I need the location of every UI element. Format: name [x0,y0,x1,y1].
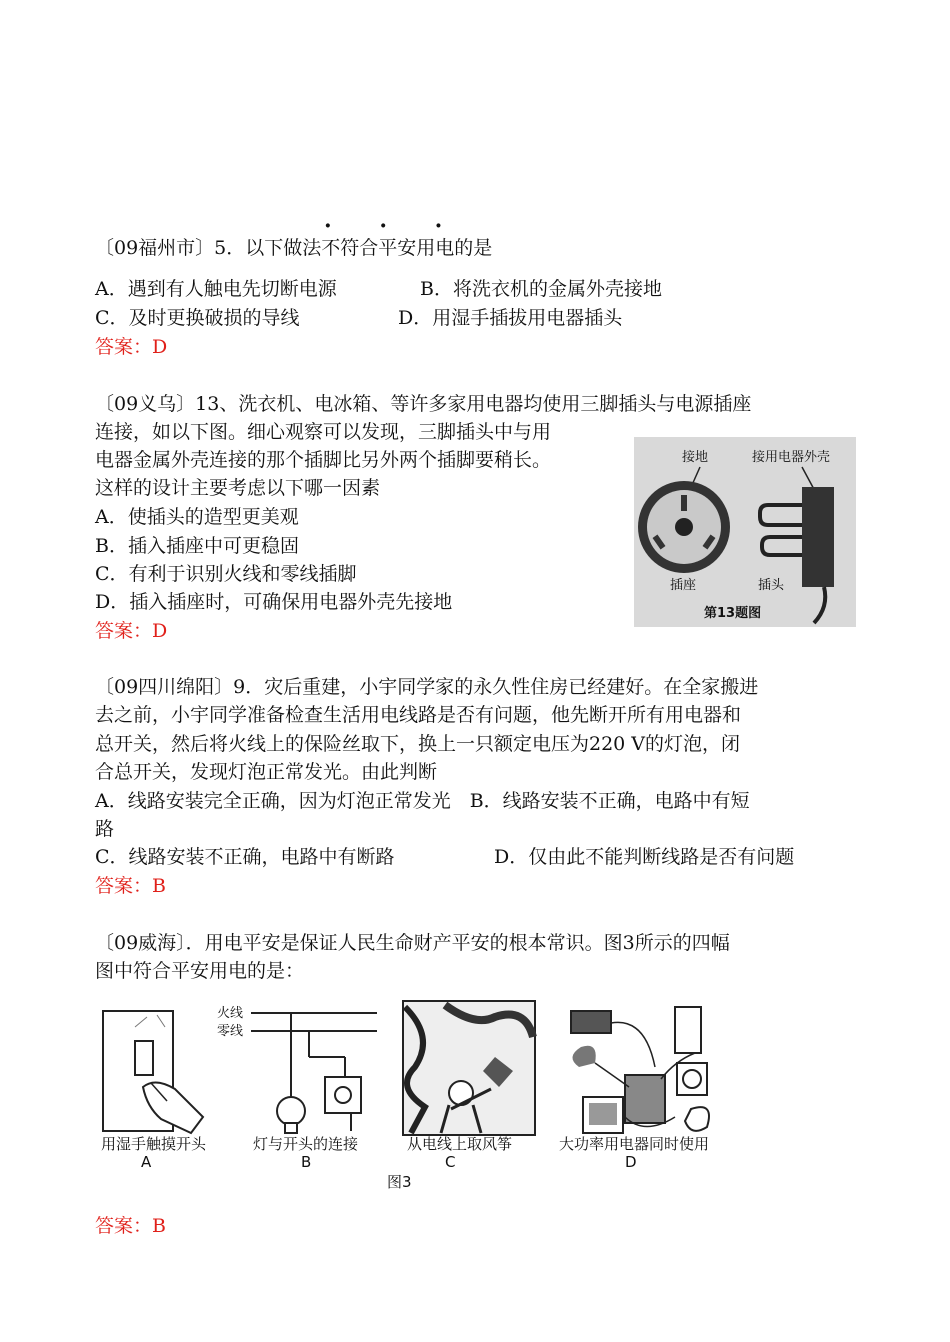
letter-d: D [625,1153,637,1171]
caption-a: 用湿手触摸开头 [101,1135,207,1153]
safety-figure-3 [95,997,755,1193]
letter-a: A [141,1153,152,1171]
letter-c: C [445,1153,456,1171]
q3-stem-line2: 去之前，小宇同学准备检查生活用电线路是否有问题，他先断开所有用电器和 [95,704,742,726]
q2-option-a: A．使插头的造型更美观 [95,506,299,528]
q2-option-b: B．插入插座中可更稳固 [95,535,299,557]
q3-option-c: C．线路安装不正确，电路中有断路 [95,846,395,868]
lamp-switch-wiring-icon [217,1005,377,1133]
q3-option-ab-line1: A．线路安装完全正确，因为灯泡正常发光 B．线路安装不正确，电路中有短 [95,790,750,812]
q2-option-c: C．有利于识别火线和零线插脚 [95,563,357,585]
q1-stem: 〔09福州市〕5．以下做法不符合平安用电的是 [95,237,493,259]
kite-tree-icon [403,1001,535,1135]
caption-d: 大功率用电器同时使用 [559,1135,710,1153]
q1-option-c: C．及时更换破损的导线 [95,307,300,329]
q3-stem-line3: 总开关，然后将火线上的保险丝取下，换上一只额定电压为220 V的灯泡，闭 [95,733,741,755]
label-ground: 接地 [682,450,709,465]
q1-option-b: B．将洗衣机的金属外壳接地 [420,278,662,300]
q2-stem-line1: 〔09义乌〕13、洗衣机、电冰箱、等许多家用电器均使用三脚插头与电源插座 [95,393,752,415]
wet-hand-switch-icon [103,1011,203,1133]
q4-stem-line1: 〔09威海〕．用电平安是保证人民生命财产平安的根本常识。图3所示的四幅 [95,932,730,954]
figure-3-caption: 图3 [387,1173,412,1191]
q2-stem-line3: 电器金属外壳连接的那个插脚比另外两个插脚要稍长。 [95,449,552,471]
plug-socket-figure [634,437,856,627]
q3-option-ab-line2: 路 [95,818,115,840]
q3-option-d: D．仅由此不能判断线路是否有问题 [494,846,795,868]
label-live-wire: 火线 [217,1006,244,1021]
label-socket: 插座 [670,578,697,593]
q2-answer: 答案：D [95,620,168,642]
q4-stem-line2: 图中符合平安用电的是： [95,960,305,982]
label-neutral-wire: 零线 [217,1024,244,1039]
q1-option-d: D．用湿手插拔用电器插头 [398,307,623,329]
letter-b: B [301,1153,312,1171]
figure-13-caption: 第13题图 [704,606,762,621]
caption-c: 从电线上取风筝 [407,1135,513,1153]
q1-option-a: A．遇到有人触电先切断电源 [95,278,337,300]
label-shell: 接用电器外壳 [752,450,831,465]
emphasis-dots: · · · [324,213,463,239]
q2-stem-line2: 连接，如以下图。细心观察可以发现，三脚插头中与用 [95,421,552,443]
q3-stem-line1: 〔09四川绵阳〕9．灾后重建，小宇同学家的永久性住房已经建好。在全家搬进 [95,676,759,698]
q1-answer: 答案：D [95,336,168,358]
socket-icon [638,481,730,573]
caption-b: 灯与开头的连接 [253,1135,359,1153]
q4-answer: 答案：B [95,1215,166,1237]
q3-stem-line4: 合总开关，发现灯泡正常发光。由此判断 [95,761,438,783]
q3-answer: 答案：B [95,875,166,897]
q2-stem-line4: 这样的设计主要考虑以下哪一因素 [95,477,381,499]
appliances-icon [571,1007,709,1133]
q2-option-d: D．插入插座时，可确保用电器外壳先接地 [95,591,453,613]
label-plug: 插头 [758,578,785,593]
